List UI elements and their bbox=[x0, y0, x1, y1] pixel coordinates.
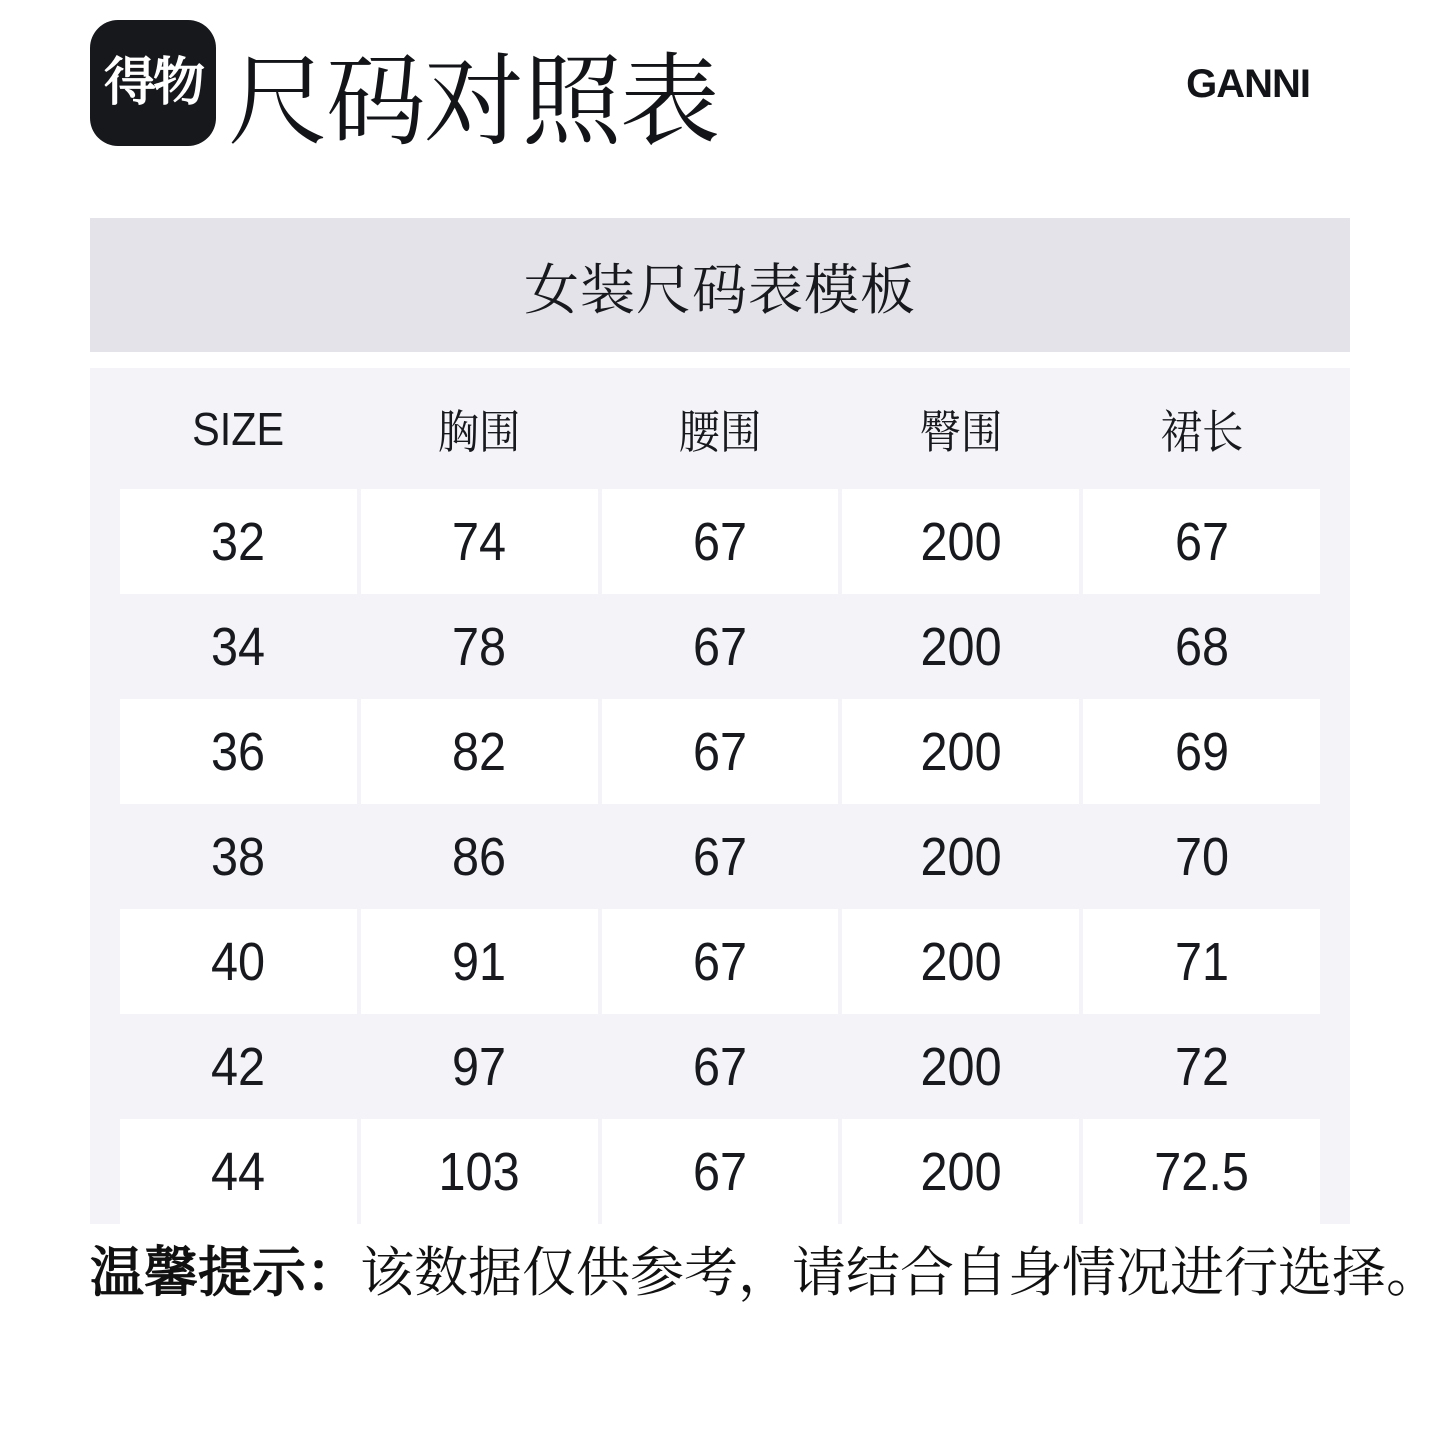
size-cell: 32 bbox=[120, 489, 357, 594]
table-row bbox=[120, 699, 1320, 804]
skirt-length-cell: 68 bbox=[1174, 616, 1229, 677]
dewu-logo-text: 得物 bbox=[103, 54, 202, 112]
table-row bbox=[120, 804, 1320, 909]
table-header-row bbox=[120, 368, 1320, 489]
skirt-length-cell: 72 bbox=[1174, 1036, 1229, 1097]
waist-cell: 67 bbox=[602, 1119, 839, 1224]
column-header-hip: 臀围 bbox=[919, 405, 1003, 458]
hip-cell: 200 bbox=[842, 1119, 1079, 1224]
bust-cell: 78 bbox=[452, 616, 507, 677]
size-cell: 42 bbox=[211, 1036, 266, 1097]
hip-cell: 200 bbox=[920, 826, 1002, 887]
notice-text: 该数据仅供参考，请结合自身情况进行选择。 bbox=[360, 1243, 1440, 1303]
size-cell: 38 bbox=[211, 826, 266, 887]
column-header-bust: 胸围 bbox=[437, 405, 521, 458]
hip-cell: 200 bbox=[842, 909, 1079, 1014]
waist-cell: 67 bbox=[692, 1036, 748, 1097]
notice-label: 温馨提示： bbox=[90, 1243, 360, 1303]
bust-cell: 86 bbox=[452, 826, 507, 887]
waist-cell: 67 bbox=[602, 489, 839, 594]
waist-cell: 67 bbox=[602, 909, 839, 1014]
hip-cell: 200 bbox=[842, 489, 1079, 594]
skirt-length-cell: 69 bbox=[1083, 699, 1320, 804]
column-header-waist: 腰围 bbox=[678, 405, 762, 458]
bust-cell: 91 bbox=[361, 909, 598, 1014]
size-cell: 34 bbox=[211, 616, 266, 677]
skirt-length-cell: 70 bbox=[1174, 826, 1229, 887]
bust-cell: 103 bbox=[361, 1119, 598, 1224]
dewu-logo bbox=[90, 20, 216, 146]
brand-name: GANNI bbox=[1186, 62, 1310, 106]
notice bbox=[90, 1241, 1440, 1306]
table-row bbox=[120, 909, 1320, 1014]
table-title: 女装尺码表模板 bbox=[523, 258, 916, 321]
column-header-skirt-length: 裙长 bbox=[1160, 405, 1243, 458]
table-row bbox=[120, 489, 1320, 594]
waist-cell: 67 bbox=[602, 699, 839, 804]
skirt-length-cell: 71 bbox=[1083, 909, 1320, 1014]
size-table bbox=[90, 368, 1350, 1224]
bust-cell: 74 bbox=[361, 489, 598, 594]
page-title: 尺码对照表 bbox=[228, 46, 718, 158]
column-header-size: SIZE bbox=[192, 402, 285, 455]
table-row bbox=[120, 1014, 1320, 1119]
bust-cell: 82 bbox=[361, 699, 598, 804]
size-cell: 44 bbox=[120, 1119, 357, 1224]
skirt-length-cell: 67 bbox=[1083, 489, 1320, 594]
size-cell: 36 bbox=[120, 699, 357, 804]
table-row bbox=[120, 1119, 1320, 1224]
hip-cell: 200 bbox=[920, 1036, 1002, 1097]
table-title-banner bbox=[90, 218, 1350, 352]
skirt-length-cell: 72.5 bbox=[1083, 1119, 1320, 1224]
hip-cell: 200 bbox=[920, 616, 1002, 677]
bust-cell: 97 bbox=[452, 1036, 507, 1097]
hip-cell: 200 bbox=[842, 699, 1079, 804]
waist-cell: 67 bbox=[692, 616, 748, 677]
table-row bbox=[120, 594, 1320, 699]
size-cell: 40 bbox=[120, 909, 357, 1014]
waist-cell: 67 bbox=[692, 826, 748, 887]
